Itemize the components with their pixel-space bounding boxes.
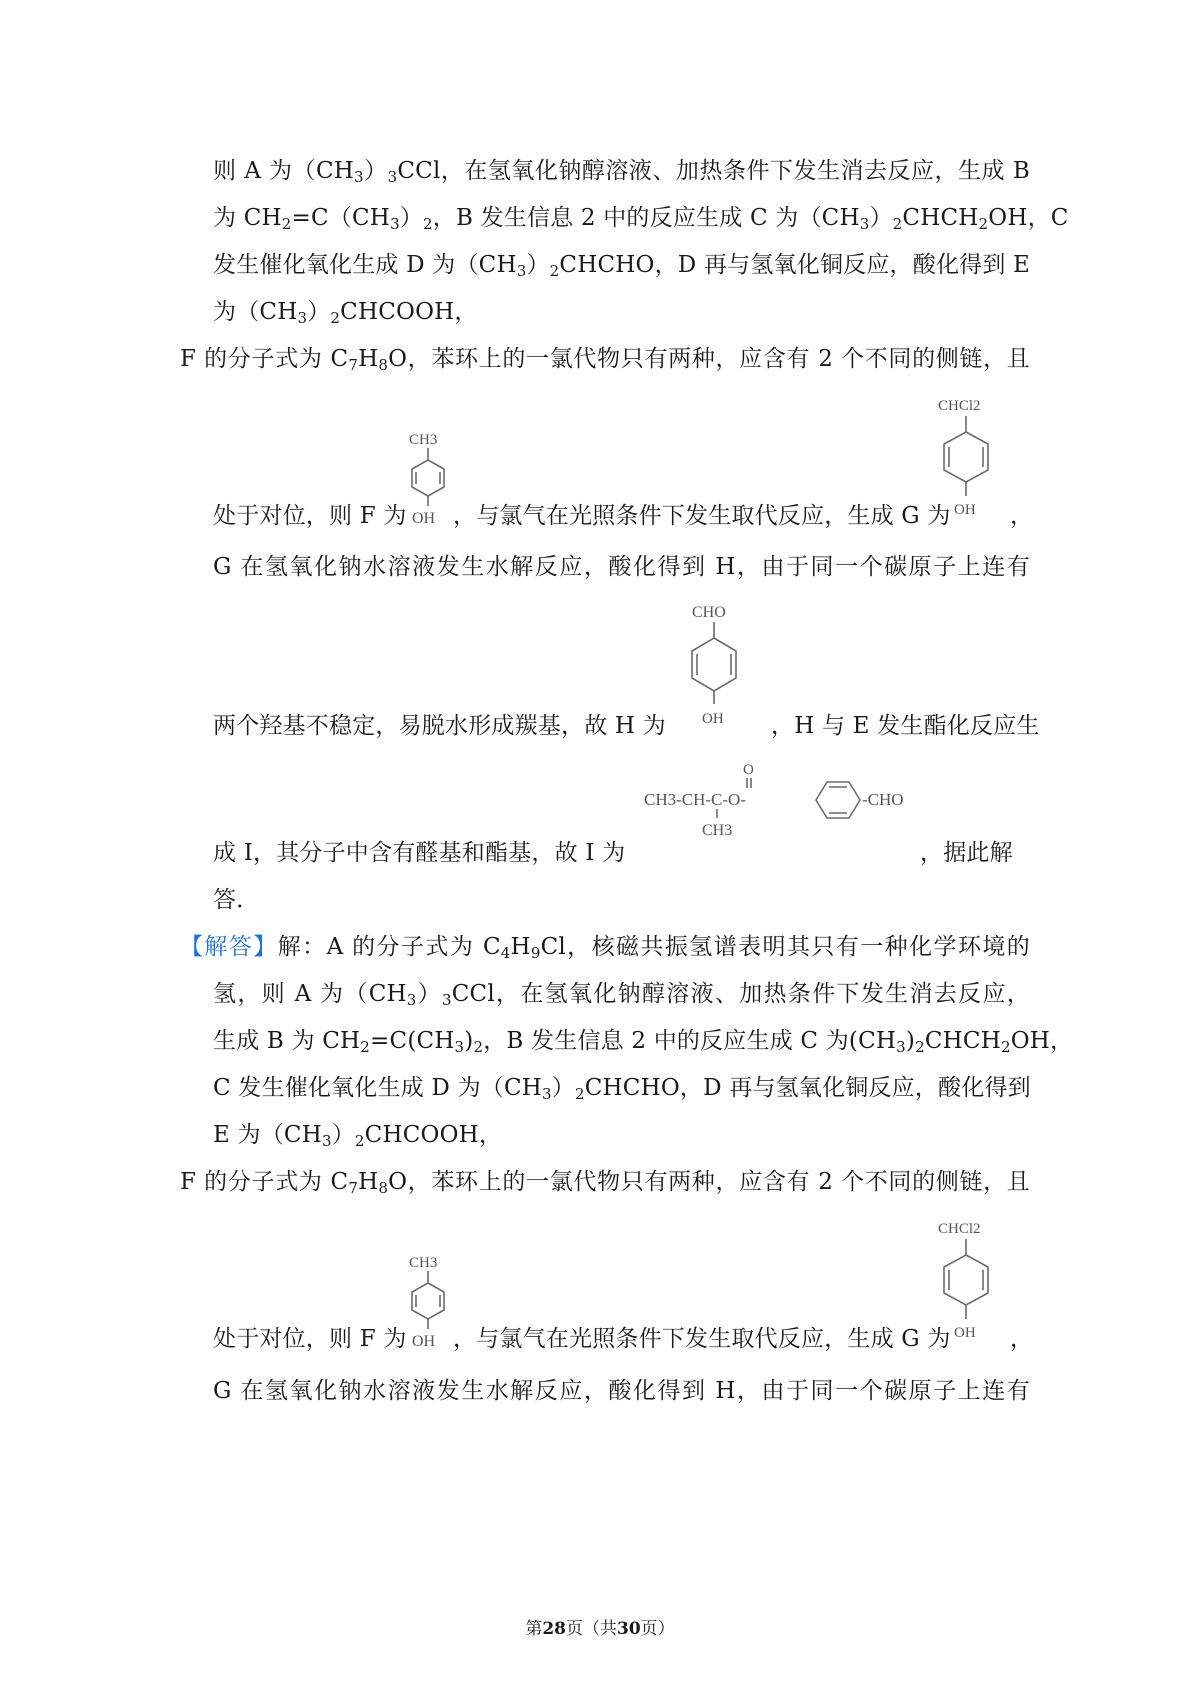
- structure-g: [936, 1217, 998, 1349]
- text-segment: ，与氯气在光照条件下发生取代反应，生成 G 为: [453, 503, 951, 529]
- answer-tag: 【解答】: [180, 934, 278, 960]
- text-line: 生成 B 为 $CH_2=C(CH_3)_2$，B 发生信息 2 中的反应生成 C 为$(CH_3)_2CHCH_2OH$，: [213, 1028, 1074, 1056]
- text-segment: ，H 与 E 发生酯化反应生: [771, 713, 1040, 739]
- structure-g-top-label: CHCl2: [938, 1221, 981, 1237]
- text-line: 为 $CH_2=C(CH_3)_2$，B 发生信息 2 中的反应生成 C 为$(CH_3)_2CHCH_2OH$，C: [213, 205, 1069, 233]
- text-segment: ，与氯气在光照条件下发生取代反应，生成 G 为: [453, 1326, 951, 1352]
- structure-g-bottom-label: OH: [954, 502, 976, 518]
- structure-h-bottom-label: OH: [702, 711, 724, 727]
- text-line: G 在氢氧化钠水溶液发生水解反应，酸化得到 H，由于同一个碳原子上连有: [213, 1378, 1030, 1404]
- answer-line: 【解答】解：A 的分子式为 $C_4H_9Cl$，核磁共振氢谱表明其只有一种化学环境的: [180, 934, 1031, 962]
- text-segment: 处于对位，则 F 为: [213, 503, 407, 529]
- structure-f-top-label: CH3: [409, 1255, 438, 1271]
- page-number: 28: [542, 1619, 566, 1639]
- structure-i-carbonyl-o: O: [743, 762, 754, 778]
- structure-f-top-label: CH3: [409, 432, 438, 448]
- text-line: C 发生催化氧化生成 D 为$(CH_3)_2CHCHO$，D 再与氢氧化铜反应，酸化得到: [213, 1075, 1031, 1103]
- text-line: F 的分子式为 $C_7H_8O$，苯环上的一氯代物只有两种，应含有 2 个不同的侧链，且: [180, 1169, 1030, 1197]
- structure-i-chain: CH3-CH-C-O-: [644, 790, 746, 809]
- text-line: 发生催化氧化生成 D 为$(CH_3)_2CHCHO$，D 再与氢氧化铜反应，酸化得到 E: [213, 252, 1031, 280]
- structure-g: [936, 394, 998, 526]
- page-total: 30: [617, 1619, 641, 1639]
- text-line: G 在氢氧化钠水溶液发生水解反应，酸化得到 H，由于同一个碳原子上连有: [213, 554, 1030, 580]
- text-line: 答．: [213, 887, 260, 913]
- text-segment: 处于对位，则 F 为: [213, 1326, 407, 1352]
- text-segment: 成 I，其分子中含有醛基和酯基，故 I 为: [213, 840, 626, 866]
- text-segment: ，: [1010, 503, 1034, 529]
- text-line: E 为$(CH_3)_2CHCOOH$，: [213, 1122, 503, 1150]
- structure-i-branch: CH3: [702, 822, 733, 839]
- text-line: F 的分子式为 $C_7H_8O$，苯环上的一氯代物只有两种，应含有 2 个不同的侧链，且: [180, 346, 1030, 374]
- text-line: 则 A 为$(CH_3)_3CCl$，在氢氧化钠醇溶液、加热条件下发生消去反应，生成 B: [213, 158, 1030, 186]
- structure-i-right: -CHO: [862, 790, 904, 809]
- text-segment: 两个羟基不稳定，易脱水形成羰基，故 H 为: [213, 713, 666, 739]
- structure-i: [640, 758, 940, 840]
- page-footer: 第28页（共30页）: [525, 1619, 675, 1639]
- structure-g-bottom-label: OH: [954, 1325, 976, 1341]
- structure-h: [684, 600, 746, 736]
- structure-f: [404, 426, 454, 532]
- structure-f-bottom-label: OH: [412, 1333, 436, 1350]
- text-line: 氢，则 A 为$(CH_3)_3CCl$，在氢氧化钠醇溶液、加热条件下发生消去反应，: [213, 981, 1030, 1009]
- structure-f: [404, 1249, 454, 1355]
- text-segment: ，: [1010, 1326, 1034, 1352]
- structure-g-top-label: CHCl2: [938, 398, 981, 414]
- text-segment: ，据此解: [920, 840, 1013, 866]
- text-line: 为$(CH_3)_2CHCOOH$，: [213, 299, 478, 327]
- structure-f-bottom-label: OH: [412, 510, 436, 527]
- structure-h-top-label: CHO: [692, 604, 726, 621]
